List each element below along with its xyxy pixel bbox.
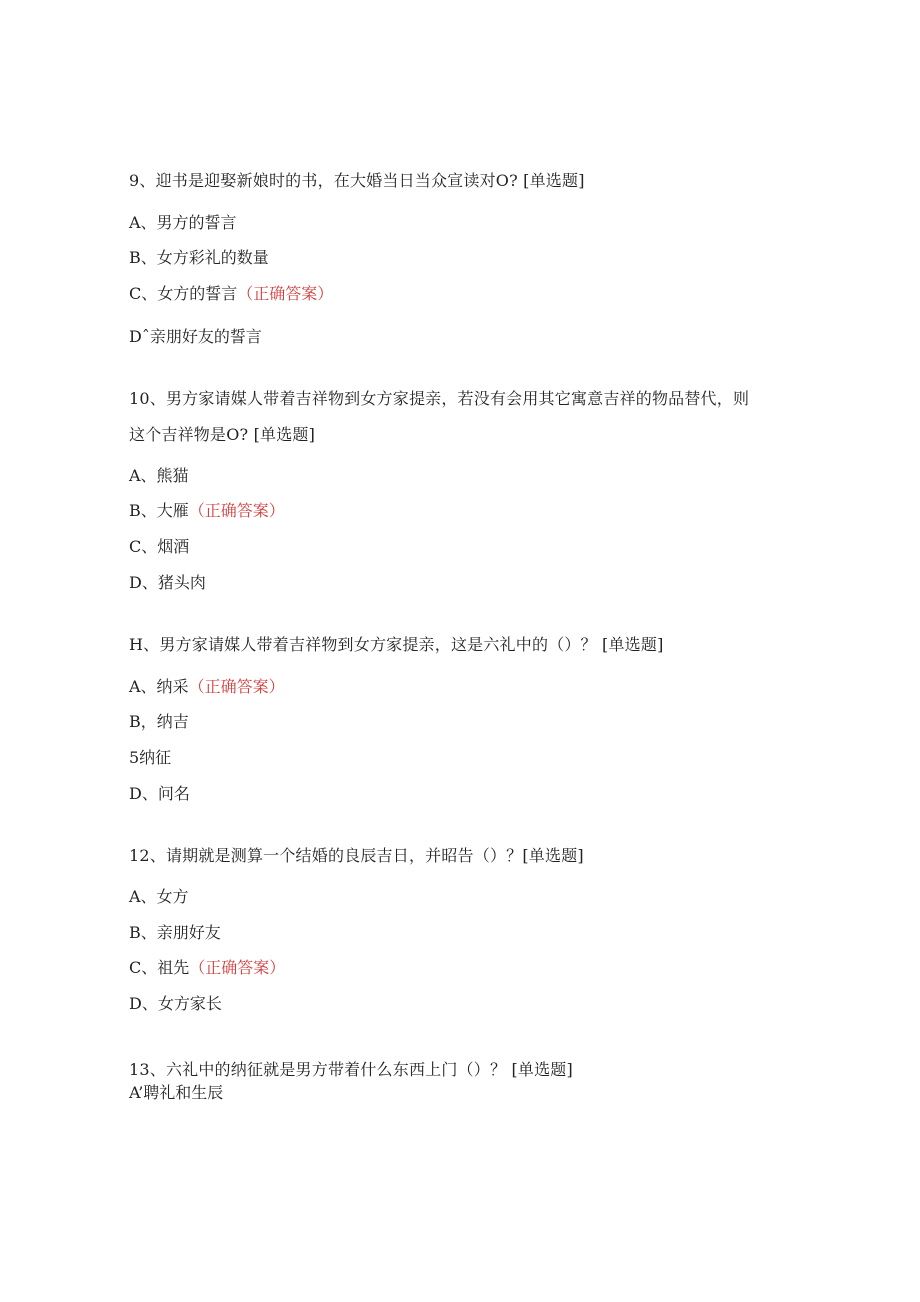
option-text: B、亲朋好友	[129, 923, 221, 942]
correct-answer-mark: （正确答案）	[189, 958, 286, 977]
question-11-option-a	[129, 676, 285, 698]
question-10-title-line1: 10、男方家请媒人带着吉祥物到女方家提亲，若没有会用其它寓意吉祥的物品替代，则	[129, 389, 750, 408]
question-13-title: 13、六礼中的纳征就是男方带着什么东西上门（）？ [单选题]	[129, 1060, 573, 1079]
option-text: B、大雁	[129, 501, 189, 520]
question-9-option-b	[129, 247, 269, 269]
option-text: A、女方	[129, 887, 189, 906]
question-10-option-c	[129, 536, 189, 558]
option-text: A’聘礼和生辰	[129, 1083, 224, 1102]
option-text: C、祖先	[129, 958, 190, 977]
option-text: 5纳征	[129, 748, 172, 767]
option-text: B、女方彩礼的数量	[129, 248, 269, 267]
option-text: B，纳吉	[129, 712, 189, 731]
question-12-option-c	[129, 957, 285, 979]
question-12-option-a	[129, 886, 189, 908]
question-11-title: H、男方家请媒人带着吉祥物到女方家提亲，这是六礼中的（）？ [单选题]	[129, 635, 664, 654]
question-10-option-b	[129, 500, 285, 522]
option-text: C、烟酒	[129, 537, 190, 556]
question-12-option-d	[129, 993, 222, 1015]
option-text: D、猪头肉	[129, 573, 206, 592]
question-12-option-b	[129, 922, 221, 944]
correct-answer-mark: （正确答案）	[188, 677, 285, 696]
question-12-title: 12、请期就是测算一个结婚的良辰吉日，并昭告（）？[单选题]	[129, 846, 584, 865]
option-text: A、男方的誓言	[129, 213, 237, 232]
option-text: D、女方家长	[129, 994, 222, 1013]
question-9-title: 9、迎书是迎娶新娘时的书，在大婚当日当众宣读对O? [单选题]	[129, 171, 585, 190]
option-text: A、熊猫	[129, 466, 189, 485]
question-9-option-c	[129, 283, 333, 305]
option-text: C、女方的誓言	[129, 284, 238, 303]
question-10-option-a	[129, 465, 189, 487]
question-13-option-a	[129, 1082, 223, 1104]
correct-answer-mark: （正确答案）	[237, 284, 334, 303]
question-11-option-c	[129, 747, 171, 769]
question-11-option-d	[129, 783, 190, 805]
correct-answer-mark: （正确答案）	[188, 501, 285, 520]
question-10-option-d	[129, 572, 206, 594]
question-9-option-a	[129, 212, 237, 234]
question-11-option-b	[129, 711, 189, 733]
option-text: Dˆ亲朋好友的誓言	[129, 327, 262, 346]
option-text: D、问名	[129, 784, 190, 803]
option-text: A、纳采	[129, 677, 189, 696]
question-10-title-line2: 这个吉祥物是O? [单选题]	[129, 425, 316, 444]
question-9-option-d	[129, 326, 262, 348]
